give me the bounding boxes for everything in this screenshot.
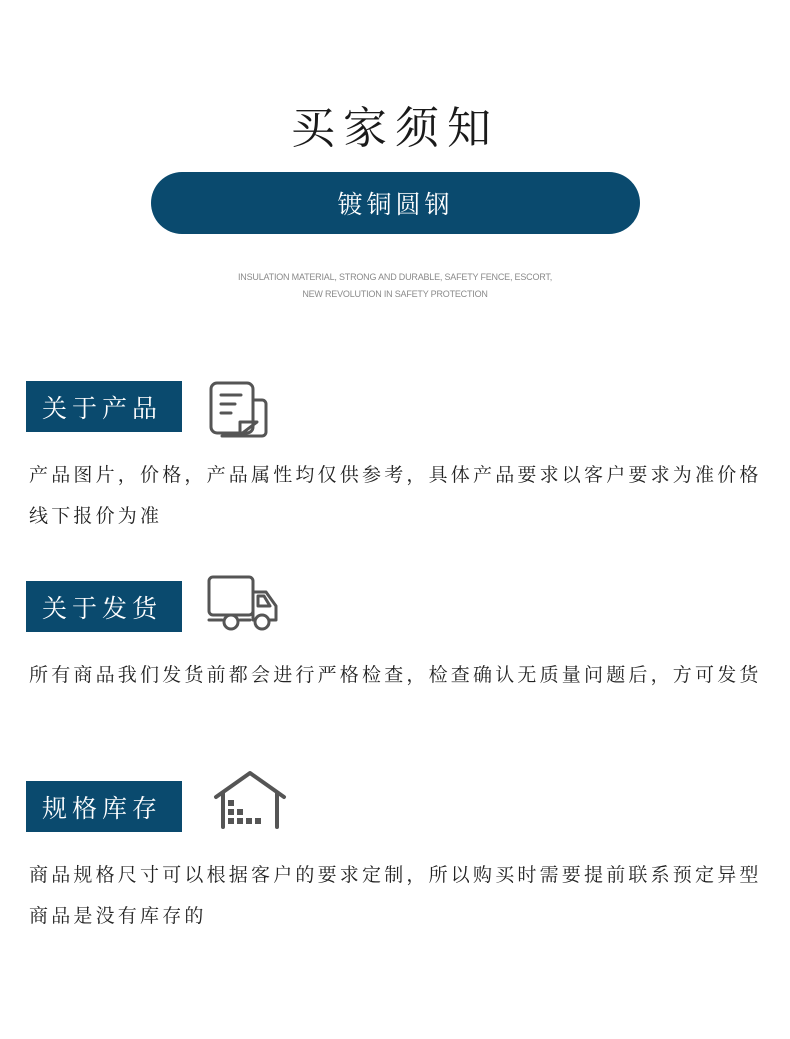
section-tag-shipping: 关于发货 bbox=[26, 581, 182, 632]
section-text-shipping: 所有商品我们发货前都会进行严格检查，检查确认无质量问题后，方可发货 bbox=[29, 664, 762, 686]
document-icon bbox=[208, 380, 268, 444]
truck-icon bbox=[206, 574, 280, 638]
page-title: 买家须知 bbox=[291, 103, 499, 154]
warehouse-icon bbox=[212, 769, 288, 837]
product-banner: 镀铜圆钢 bbox=[151, 172, 640, 234]
tagline-line-1: INSULATION MATERIAL, STRONG AND DURABLE, SAFETY FENCE, ESCORT, bbox=[238, 272, 552, 282]
tagline-line-2: NEW REVOLUTION IN SAFETY PROTECTION bbox=[302, 289, 488, 299]
section-tag-product: 关于产品 bbox=[26, 381, 182, 432]
section-text-product: 产品图片，价格，产品属性均仅供参考，具体产品要求以客户要求为准价格线下报价为准 bbox=[29, 464, 762, 527]
section-tag-stock: 规格库存 bbox=[26, 781, 182, 832]
section-text-stock: 商品规格尺寸可以根据客户的要求定制，所以购买时需要提前联系预定异型商品是没有库存的 bbox=[29, 864, 762, 927]
